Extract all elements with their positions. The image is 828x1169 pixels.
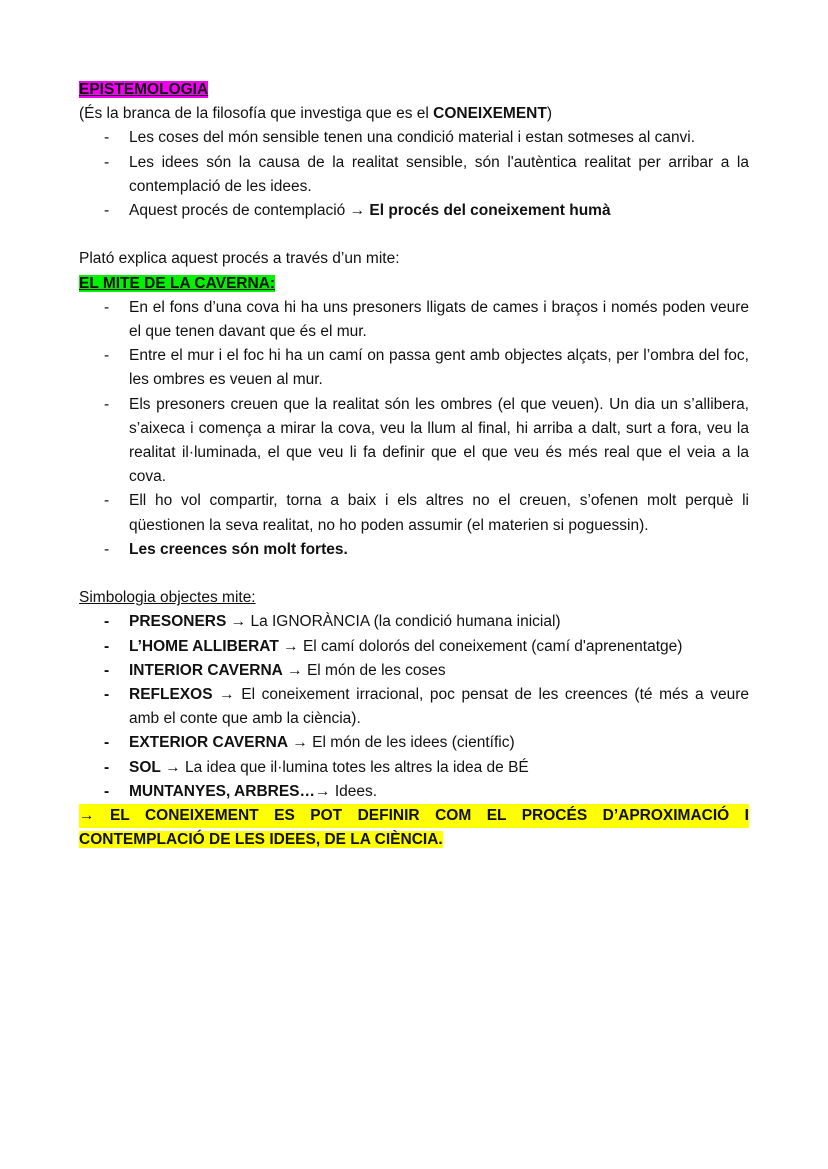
simbologia-list <box>79 610 749 804</box>
mite-list <box>79 296 749 562</box>
intro-text: (És la branca de la filosofía que investiga que es el <box>79 105 434 123</box>
term: L’HOME ALLIBERAT <box>129 637 279 655</box>
conclusion-line-2: CONTEMPLACIÓ DE LES IDEES, DE LA CIÈNCIA. <box>79 831 443 849</box>
list-item <box>79 538 749 562</box>
term-desc: → El coneixement irracional, poc pensat de les creences (té més a veure amb el conte que amb la ciència). <box>129 686 749 728</box>
list-item-text: Aquest procés de contemplació → <box>129 202 370 220</box>
term-desc: → La idea que il·lumina totes les altres la idea de BÉ <box>160 758 529 776</box>
list-item: - Ell ho vol compartir, torna a baix i els altres no el creuen, s’ofenen molt perquè li qüestionen la seva realitat, no ho poden assumir (el materien si poguessin). <box>79 489 749 537</box>
term: INTERIOR CAVERNA <box>129 661 283 679</box>
spacer <box>79 562 749 586</box>
document-content <box>79 78 749 852</box>
term: PRESONERS <box>129 613 227 631</box>
list-item <box>79 683 749 731</box>
list-item: - Entre el mur i el foc hi ha un camí on passa gent amb objectes alçats, per l’ombra del foc, les ombres es veuen al mur. <box>79 344 749 392</box>
term: EXTERIOR CAVERNA <box>129 734 289 752</box>
simbologia-title: Simbologia objectes mite: <box>79 589 256 607</box>
term: REFLEXOS <box>129 686 213 704</box>
list-item <box>79 659 749 683</box>
conclusion-line-1: → EL CONEIXEMENT ES POT DEFINIR COM EL PROCÉS D’APROXIMACIÓ I <box>79 804 749 828</box>
mite-caverna-title: EL MITE DE LA CAVERNA: <box>79 274 276 292</box>
term-desc: → La IGNORÀNCIA (la condició humana inicial) <box>226 613 561 631</box>
list-item <box>79 199 749 223</box>
epistemologia-intro <box>79 102 749 126</box>
term: SOL <box>129 758 161 776</box>
list-item <box>79 635 749 659</box>
conclusion <box>79 804 749 852</box>
list-item: - Les idees són la causa de la realitat sensible, són l'autèntica realitat per arribar a la contemplació de les idees. <box>79 151 749 199</box>
section-simbologia <box>79 586 749 610</box>
section-mite-caverna <box>79 272 749 296</box>
list-item <box>79 756 749 780</box>
term-desc: → El món de les coses <box>282 661 446 679</box>
term-desc: → El camí dolorós del coneixement (camí d'aprenentatge) <box>278 637 683 655</box>
list-item: - Els presoners creuen que la realitat són les ombres (el que veuen). Un dia un s’allibera, s’aixeca i comença a mirar la cova, veu la llum al final, hi arriba a dalt, surt a fora, veu la realitat il·luminada, el que veu li fa definir que el que veu és més real que el veia a la cova. <box>79 393 749 490</box>
list-item-bold: Les creences són molt fortes. <box>129 540 348 558</box>
list-item <box>79 731 749 755</box>
list-item <box>79 610 749 634</box>
intro-bold: CONEIXEMENT <box>433 105 547 123</box>
intro-close: ) <box>546 105 552 123</box>
epistemologia-list <box>79 126 749 223</box>
term: MUNTANYES, ARBRES… <box>129 782 316 800</box>
term-desc: → Idees. <box>315 782 378 800</box>
mite-intro: Plató explica aquest procés a través d’un mite: <box>79 250 400 268</box>
section-epistemologia <box>79 78 749 102</box>
list-item <box>79 780 749 804</box>
epistemologia-title: EPISTEMOLOGIA <box>79 81 209 98</box>
term-desc: → El món de les idees (científic) <box>288 734 515 752</box>
list-item: - En el fons d’una cova hi ha uns presoners lligats de cames i braços i només poden veure el que tenen davant que és el mur. <box>79 296 749 344</box>
list-item-bold: El procés del coneixement humà <box>369 202 611 220</box>
list-item: - Les coses del món sensible tenen una condició material i estan sotmeses al canvi. <box>79 126 749 150</box>
spacer <box>79 223 749 247</box>
